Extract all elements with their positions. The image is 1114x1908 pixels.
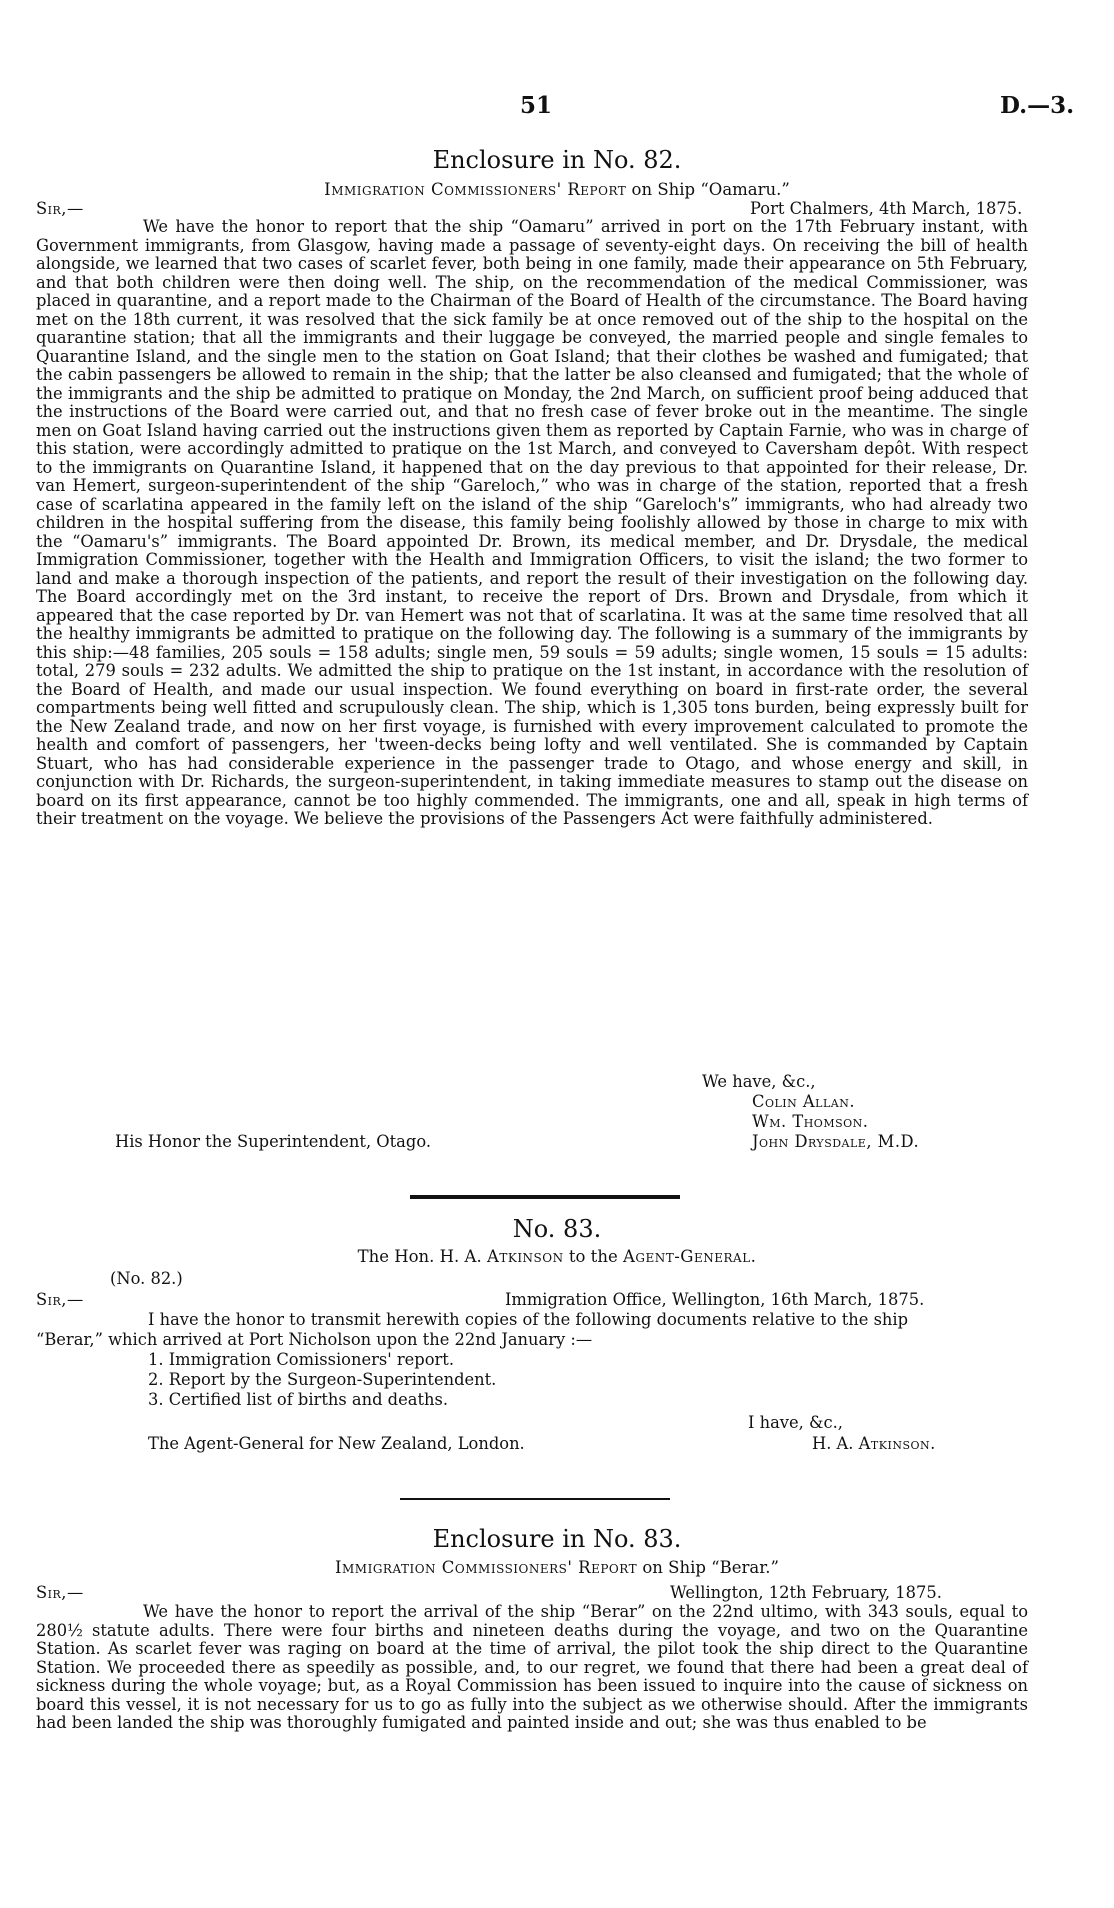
no-83-body-line-1: I have the honor to transmit herewith copies of the following documents relative to the ship (148, 1310, 909, 1329)
enclosure-83-body-text: We have the honor to report the arrival of the ship “Berar” on the 22nd ultimo, with 343 souls, equal to 280½ statute adults. There were four births and nineteen deaths during the voyage, and two on the Quarantine Station. As scarlet fever was raging on board at the time of arrival, the pilot took the ship direct to the Quarantine Station. We proceeded there as speedily as possible, and, to our regret, we found that there had been a great deal of sickness during the whole voyage; but, as a Royal Commission has been issued to inquire into the cause of sickness on board this vessel, it is not necessary for us to go as fully into the subject as we otherwise should. After the immigrants had been landed the ship was thoroughly fumigated and painted inside and out; she was thus enabled to be (36, 1602, 1028, 1732)
list-item: 2. Report by the Surgeon-Superintendent. (148, 1370, 497, 1389)
no-83-signatory-name: Atkinson. (858, 1434, 936, 1453)
enclosure-82-closing: We have, &c., (702, 1072, 816, 1091)
enclosure-83-subtitle-caps: Immigration Commissioners' Report (335, 1558, 638, 1577)
enclosure-82-title: Enclosure in No. 82. (432, 146, 682, 174)
list-item: 1. Immigration Comissioners' report. (148, 1350, 455, 1369)
enclosure-83-title: Enclosure in No. 83. (432, 1525, 682, 1553)
no-83-addressee: The Agent-General for New Zealand, London. (148, 1434, 525, 1453)
no-83-signatory (812, 1434, 936, 1453)
signatory-thomson: Wm. Thomson. (752, 1112, 869, 1131)
enclosure-82-subtitle (0, 180, 1114, 199)
no-83-subtitle-agent: Agent-General. (622, 1247, 757, 1266)
enclosure-82-subtitle-caps: Immigration Commissioners' Report (324, 180, 627, 199)
signatory-drysdale: John Drysdale, M.D. (752, 1132, 920, 1151)
signatory-allan: Colin Allan. (752, 1092, 856, 1111)
no-83-place-date: Immigration Office, Wellington, 16th March, 1875. (505, 1290, 925, 1309)
document-reference: D.—3. (1000, 92, 1075, 119)
no-83-reference: (No. 82.) (110, 1269, 183, 1288)
enclosure-82-body (36, 218, 1028, 829)
no-83-subtitle-atkinson: Atkinson (486, 1247, 564, 1266)
section-divider-thin (400, 1498, 670, 1500)
list-item: 3. Certified list of births and deaths. (148, 1390, 449, 1409)
no-83-subtitle (0, 1247, 1114, 1266)
enclosure-82-salutation: Sir,— (36, 199, 84, 218)
enclosure-83-subtitle-rest: on Ship “Berar.” (642, 1558, 779, 1577)
no-83-signatory-initials: H. A. (812, 1434, 854, 1453)
no-83-body-line-2: “Berar,” which arrived at Port Nicholson upon the 22nd January :— (36, 1330, 593, 1349)
section-divider-thick (410, 1195, 680, 1199)
no-83-subtitle-mid: to the (568, 1247, 618, 1266)
no-83-closing: I have, &c., (748, 1413, 843, 1432)
enclosure-83-place-date: Wellington, 12th February, 1875. (670, 1583, 942, 1602)
enclosure-83-subtitle (0, 1558, 1114, 1577)
enclosure-82-place-date: Port Chalmers, 4th March, 1875. (750, 199, 1023, 218)
enclosure-82-body-text: We have the honor to report that the ship “Oamaru” arrived in port on the 17th February instant, with Government immigrants, from Glasgow, having made a passage of seventy-eight days. On receiving the bill of health alongside, we learned that two cases of scarlet fever, both being in one family, made their appearance on 5th February, and that both children were then doing well. The ship, on the recommendation of the medical Commissioner, was placed in quarantine, and a report made to the Chairman of the Board of Health of the circumstance. The Board having met on the 18th current, it was resolved that the sick family be at once removed out of the ship to the hospital on the quarantine station; that all the immigrants and their luggage be conveyed, the married people and single females to Quarantine Island, and the single men to the station on Goat Island; that their clothes be washed and fumigated; that the cabin passengers be allowed to remain in the ship; that the latter be also cleansed and fumigated; that the whole of the immigrants and the ship be admitted to pratique on Monday, the 2nd March, on sufficient proof being adduced that the instructions of the Board were carried out, and that no fresh case of fever broke out in the meantime. The single men on Goat Island having carried out the instructions given them as reported by Captain Farnie, who was in charge of this station, were accordingly admitted to pratique on the 1st March, and conveyed to Caversham depôt. With respect to the immigrants on Quarantine Island, it happened that on the day previous to that appointed for their release, Dr. van Hemert, surgeon-superintendent of the ship “Gareloch,” who was in charge of the station, reported that a fresh case of scarlatina appeared in the family left on the island of the ship “Gareloch's” immigrants, who had already two children in the hospital suffering from the disease, this family being foolishly allowed by those in charge to mix with the “Oamaru's” immigrants. The Board appointed Dr. Brown, its medical member, and Dr. Drysdale, the medical Immigration Commissioner, together with the Health and Immigration Officers, to visit the island; the two former to land and make a thorough inspection of the patients, and report the result of their investigation on the following day. The Board accordingly met on the 3rd instant, to receive the report of Drs. Brown and Drysdale, from which it appeared that the case reported by Dr. van Hemert was not that of scarlatina. It was at the same time resolved that all the healthy immigrants be admitted to pratique on the following day. The following is a summary of the immigrants by this ship:—48 families, 205 souls = 158 adults; single men, 59 souls = 59 adults; single women, 15 souls = 15 adults: total, 279 souls = 232 adults. We admitted the ship to pratique on the 1st instant, in accordance with the resolution of the Board of Health, and made our usual inspection. We found everything on board in first-rate order, the several compartments being well fitted and scrupulously clean. The ship, which is 1,305 tons burden, being expressly built for the New Zealand trade, and now on her first voyage, is furnished with every improvement calculated to promote the health and comfort of passengers, her 'tween-decks being lofty and well ventilated. She is commanded by Captain Stuart, who has had considerable experience in the passenger trade to Otago, and whose energy and skill, in conjunction with Dr. Richards, the surgeon-superintendent, in taking immediate measures to stamp out the disease on board on its first appearance, cannot be too highly commended. The immigrants, one and all, speak in high terms of their treatment on the voyage. We believe the provisions of the Passengers Act were faithfully administered. (36, 217, 1028, 828)
enclosure-83-body (36, 1603, 1028, 1733)
enclosure-82-subtitle-rest: on Ship “Oamaru.” (631, 180, 790, 199)
no-83-salutation: Sir,— (36, 1290, 84, 1309)
page-number: 51 (520, 92, 553, 119)
no-83-title: No. 83. (512, 1215, 602, 1243)
enclosure-83-salutation: Sir,— (36, 1583, 84, 1602)
enclosure-82-addressee: His Honor the Superintendent, Otago. (115, 1132, 432, 1151)
no-83-subtitle-pre: The Hon. H. A. (357, 1247, 482, 1266)
